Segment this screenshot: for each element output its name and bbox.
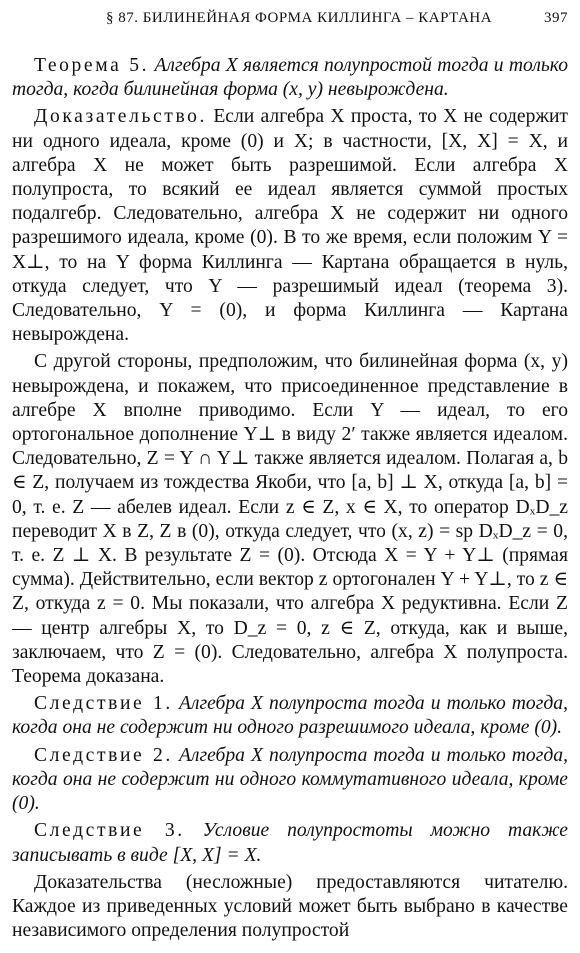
page-number: 397: [544, 10, 568, 26]
theorem-statement: Алгебра X является полупростой тогда и только тогда, когда билинейная форма (x, y) невырождена.: [12, 55, 568, 101]
corollary-3: [12, 819, 568, 867]
theorem-paragraph: [12, 54, 568, 102]
corollary-1-text: Алгебра X полупроста тогда и только тогда, когда она не содержит ни одного разрешимого идеала, кроме (0).: [12, 693, 568, 739]
corollary-2-label: Следствие 2.: [34, 744, 173, 766]
proof-text-2: С другой стороны, предположим, что билинейная форма (x, y) невырождена, и покажем, что присоединенное представление в алгебре X вполне приводимо. Если Y — идеал, то его ортогональное дополнение Y⊥ в виду 2′ также является идеалом. Следовательно, Z = Y ∩ Y⊥ также является идеалом. Полагая a, b ∈ Z, получаем из тождества Якоби, что [a, b] ⊥ X, откуда [a, b] = 0, т. е. Z — абелев идеал. Если z ∈ Z, x ∈ X, то оператор DₓD_z переводит X в Z, Z в (0), откуда следует, что (x, z) = sp DₓD_z = 0, т. е. Z ⊥ X. В результате Z = (0). Отсюда X = Y + Y⊥ (прямая сумма). Действительно, если вектор z ортогонален Y + Y⊥, то z ∈ Z, откуда z = 0. Мы показали, что алгебра X редуктивна. Если Z — центр алгебры X, то D_z = 0, z ∈ Z, откуда, как и выше, заключаем, что Z = (0). Следовательно, алгебра X полупроста. Теорема доказана.: [12, 351, 568, 688]
corollary-1: [12, 692, 568, 740]
proof-label: Доказательство.: [34, 106, 208, 128]
corollary-2: [12, 744, 568, 817]
closing-text: Доказательства (несложные) предоставляются читателю. Каждое из приведенных условий может быть выбрано в качестве независимого определения полупростой: [12, 871, 568, 942]
corollary-1-label: Следствие 1.: [34, 693, 173, 715]
proof-paragraph-2: [12, 350, 568, 689]
corollary-3-text: Условие полупростоты можно также записывать в виде [X, X] = X.: [12, 820, 568, 866]
closing-paragraph: [12, 871, 568, 944]
corollary-3-label: Следствие 3.: [34, 820, 185, 842]
book-page: [12, 10, 568, 946]
corollary-2-text: Алгебра X полупроста тогда и только тогда, когда она не содержит ни одного коммутативного идеала, кроме (0).: [12, 744, 568, 815]
running-head: [12, 10, 568, 36]
theorem-label: Теорема 5.: [34, 55, 150, 76]
section-title: § 87. БИЛИНЕЙНАЯ ФОРМА КИЛЛИНГА – КАРТАНА: [106, 10, 493, 26]
proof-text: Если алгебра X проста, то X не содержит ни одного идеала, кроме (0) и X; в частности, [X, X] = X, и алгебра X не может быть разрешимой. Если алгебра X полупроста, то всякий ее идеал является суммой простых подалгебр. Следовательно, алгебра X не содержит ни одного разрешимого идеала, кроме (0). В то же время, если положим Y = X⊥, то на Y форма Киллинга — Картана обращается в нуль, откуда следует, что Y — разрешимый идеал (теорема 3). Следовательно, Y = (0), и форма Киллинга — Картана невырождена.: [12, 106, 568, 346]
proof-paragraph: [12, 105, 568, 347]
